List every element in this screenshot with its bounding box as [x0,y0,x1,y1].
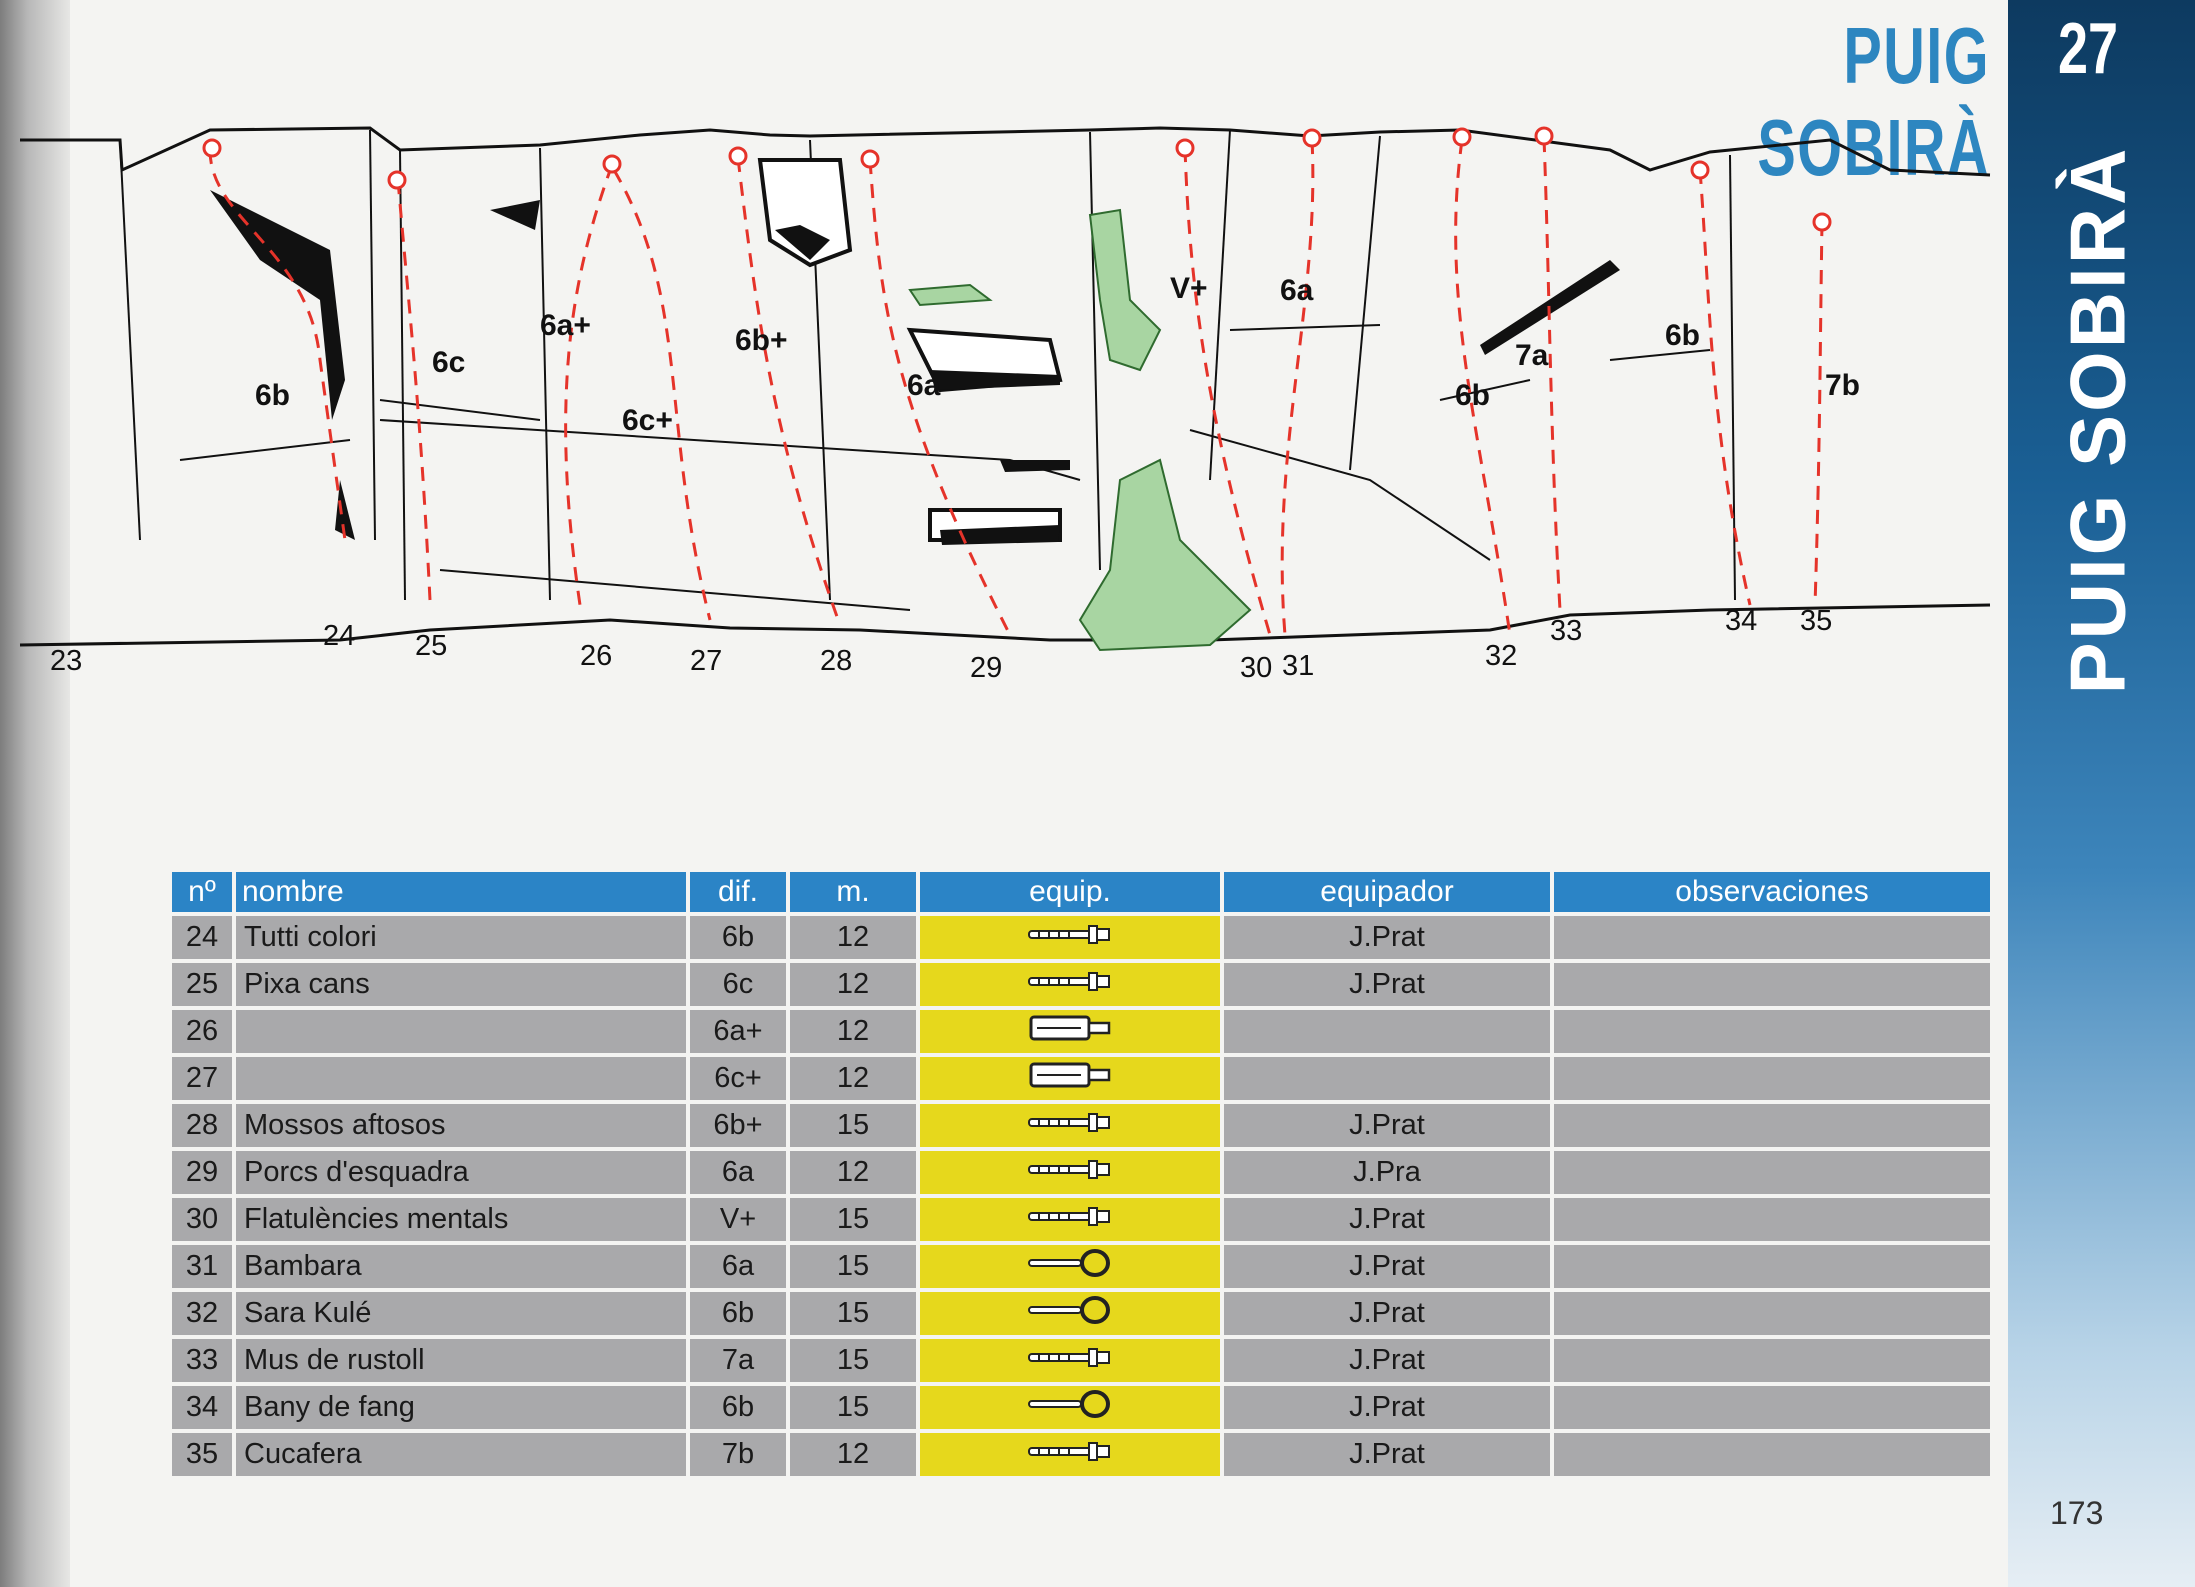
equipment-cell [920,1386,1220,1429]
grade-label: 6b [255,379,291,412]
routes-table [168,868,1994,1480]
route-number-cell: 26 [172,1010,232,1053]
route-number: 35 [1800,605,1833,637]
route-length-cell: 15 [790,1198,916,1241]
route-name-cell: Bambara [236,1245,686,1288]
route-number-cell: 32 [172,1292,232,1335]
route-name-cell: Tutti colori [236,916,686,959]
equipper-cell: J.Prat [1224,1198,1550,1241]
chemical-anchor-icon [1025,1064,1115,1096]
equipment-cell [920,1245,1220,1288]
route-length-cell: 15 [790,1104,916,1147]
notes-cell [1554,1198,1990,1241]
notes-cell [1554,1010,1990,1053]
route-name-cell [236,1010,686,1053]
routes-table-body [172,916,1990,1476]
equipment-cell [920,1433,1220,1476]
col-header-name: nombre [236,872,686,912]
table-row [172,916,1990,959]
sector-title: PUIG SOBIRÀ [1757,11,1990,192]
table-row [172,1339,1990,1382]
table-row [172,1151,1990,1194]
equipper-cell [1224,1057,1550,1100]
equipment-cell [920,1198,1220,1241]
notes-cell [1554,1339,1990,1382]
route-name-cell: Bany de fang [236,1386,686,1429]
route-length-cell: 12 [790,963,916,1006]
grade-label: 6a+ [540,309,591,342]
route-number-cell: 31 [172,1245,232,1288]
chapter-sidebar [2008,0,2195,1587]
notes-cell [1554,1245,1990,1288]
route-name-cell: Mossos aftosos [236,1104,686,1147]
col-header-equipper: equipador [1224,872,1550,912]
table-row [172,1245,1990,1288]
route-number: 26 [580,640,613,672]
route-length-cell: 15 [790,1339,916,1382]
equipper-cell: J.Prat [1224,1292,1550,1335]
route-grade-cell: 7a [690,1339,786,1382]
route-length-cell: 15 [790,1245,916,1288]
grade-label: 6c [432,346,466,379]
route-number: 34 [1725,605,1758,637]
equipment-cell [920,1151,1220,1194]
bolt-icon [1025,1438,1115,1470]
equipper-cell: J.Prat [1224,1104,1550,1147]
route-number: 27 [690,645,723,677]
notes-cell [1554,916,1990,959]
notes-cell [1554,1104,1990,1147]
grade-label: 7a [1515,339,1549,372]
equipper-cell: J.Prat [1224,916,1550,959]
route-number: 25 [415,630,448,662]
table-row [172,963,1990,1006]
bolt-icon [1025,1203,1115,1235]
notes-cell [1554,1386,1990,1429]
route-name-cell: Mus de rustoll [236,1339,686,1382]
route-grade-cell: 6b+ [690,1104,786,1147]
route-grade-cell: 6a+ [690,1010,786,1053]
route-grade-cell: 6b [690,1292,786,1335]
table-row [172,1433,1990,1476]
grade-label: V+ [1170,272,1208,305]
route-number-cell: 27 [172,1057,232,1100]
route-name-cell: Cucafera [236,1433,686,1476]
table-row [172,1104,1990,1147]
route-grade-cell: 6b [690,916,786,959]
route-length-cell: 12 [790,1151,916,1194]
grade-labels [255,272,1860,437]
route-number: 29 [970,652,1003,684]
grade-label: 6c+ [622,404,673,437]
equipment-cell [920,1010,1220,1053]
equipment-cell [920,1339,1220,1382]
route-number-cell: 33 [172,1339,232,1382]
route-number: 32 [1485,640,1518,672]
bolt-icon [1025,1109,1115,1141]
route-length-cell: 12 [790,1010,916,1053]
route-number-cell: 34 [172,1386,232,1429]
notes-cell [1554,963,1990,1006]
bolt-icon [1025,968,1115,1000]
grade-label: 7b [1825,369,1861,402]
route-name-cell [236,1057,686,1100]
route-length-cell: 12 [790,1057,916,1100]
ring-bolt-icon [1025,1254,1115,1286]
route-number-cell: 29 [172,1151,232,1194]
rock-features [210,160,1620,545]
route-number-cell: 35 [172,1433,232,1476]
route-grade-cell: 6c [690,963,786,1006]
col-header-equip: equip. [920,872,1220,912]
grade-label: 6a [907,369,941,402]
grade-label: 6a [1280,274,1314,307]
grade-label: 6b [1455,379,1491,412]
belay-anchors [204,128,1830,230]
grade-label: 6b [1665,319,1701,352]
page-number: 173 [2050,1495,2104,1531]
route-grade-cell: 6c+ [690,1057,786,1100]
route-length-cell: 15 [790,1386,916,1429]
sector-number: 27 [2057,9,2119,89]
equipper-cell: J.Prat [1224,1433,1550,1476]
ring-bolt-icon [1025,1395,1115,1427]
route-name-cell: Porcs d'esquadra [236,1151,686,1194]
table-row [172,1292,1990,1335]
equipment-cell [920,963,1220,1006]
ring-bolt-icon [1025,1301,1115,1333]
route-number-labels [50,605,1832,684]
route-number-cell: 24 [172,916,232,959]
table-row [172,1386,1990,1429]
route-number-cell: 30 [172,1198,232,1241]
route-number: 33 [1550,615,1583,647]
route-length-cell: 12 [790,1433,916,1476]
equipper-cell: J.Prat [1224,1339,1550,1382]
route-number-cell: 28 [172,1104,232,1147]
route-name-cell: Flatulències mentals [236,1198,686,1241]
sidebar-sector-name: PUIG SOBIRÀ [2053,145,2142,695]
route-grade-cell: 7b [690,1433,786,1476]
bolt-icon [1025,1156,1115,1188]
table-row [172,1010,1990,1053]
bolt-icon [1025,921,1115,953]
route-grade-cell: V+ [690,1198,786,1241]
route-number: 23 [50,645,83,677]
route-number: 24 [323,620,356,652]
col-header-num: nº [172,872,232,912]
route-length-cell: 12 [790,916,916,959]
route-number: 28 [820,645,853,677]
route-name-cell: Sara Kulé [236,1292,686,1335]
route-number: 31 [1282,650,1315,682]
notes-cell [1554,1151,1990,1194]
equipment-cell [920,916,1220,959]
table-header-row [172,872,1990,912]
table-row [172,1057,1990,1100]
route-grade-cell: 6a [690,1245,786,1288]
equipper-cell: J.Prat [1224,963,1550,1006]
equipper-cell [1224,1010,1550,1053]
route-name-cell: Pixa cans [236,963,686,1006]
route-grade-cell: 6a [690,1151,786,1194]
col-header-length: m. [790,872,916,912]
route-grade-cell: 6b [690,1386,786,1429]
equipment-cell [920,1292,1220,1335]
bolt-icon [1025,1344,1115,1376]
equipper-cell: J.Prat [1224,1245,1550,1288]
notes-cell [1554,1433,1990,1476]
notes-cell [1554,1292,1990,1335]
notes-cell [1554,1057,1990,1100]
crag-topo-drawing [10,100,2000,700]
route-length-cell: 15 [790,1292,916,1335]
route-number: 30 [1240,652,1273,684]
route-number-cell: 25 [172,963,232,1006]
grade-label: 6b+ [735,324,788,357]
equipment-cell [920,1057,1220,1100]
col-header-notes: observaciones [1554,872,1990,912]
equipper-cell: J.Prat [1224,1386,1550,1429]
equipper-cell: J.Pra [1224,1151,1550,1194]
table-row [172,1198,1990,1241]
col-header-grade: dif. [690,872,786,912]
chemical-anchor-icon [1025,1017,1115,1049]
equipment-cell [920,1104,1220,1147]
